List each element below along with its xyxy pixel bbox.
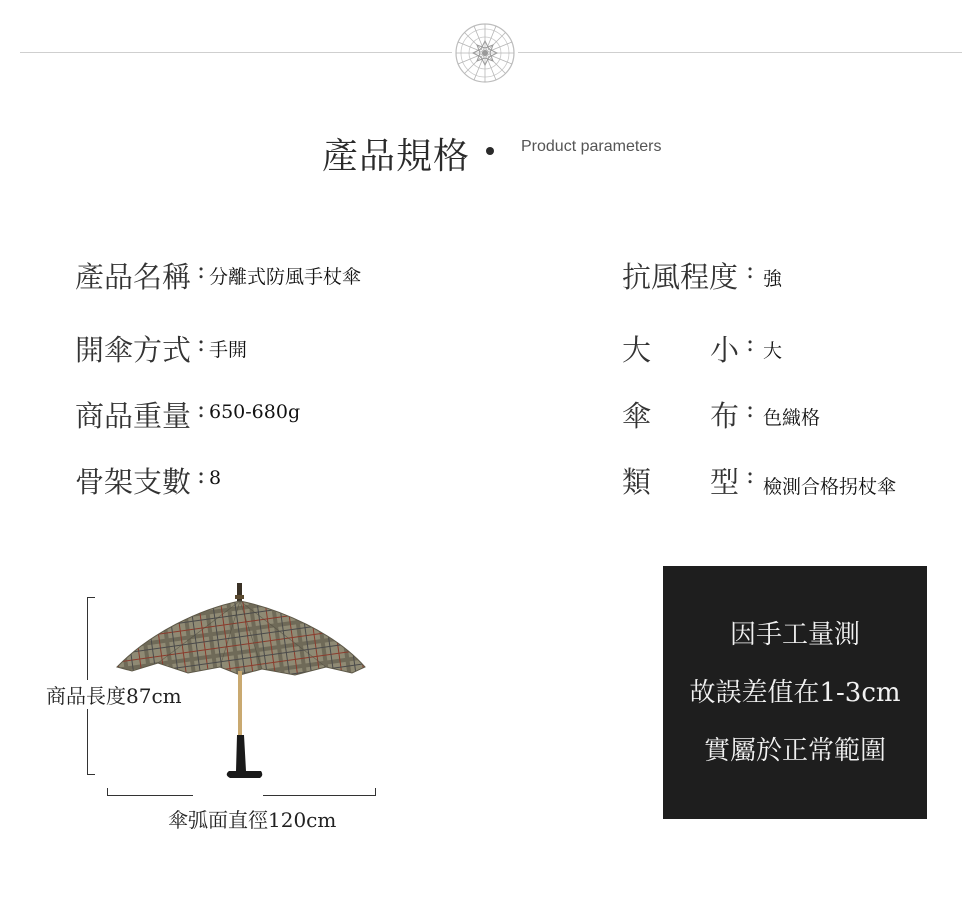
spec-colon: : (197, 461, 206, 489)
spec-label-opening: 開傘方式 (75, 333, 192, 367)
spec-label-fabric-a: 傘 (622, 399, 652, 433)
spec-value-ribs: 8 (209, 467, 222, 489)
spec-value-opening: 手開 (209, 339, 248, 361)
spec-colon: : (197, 395, 206, 423)
spec-label-type-b: 型 (710, 465, 740, 499)
diameter-dimension-tick (375, 788, 376, 796)
spec-value-product-name: 分離式防風手杖傘 (209, 266, 362, 288)
spec-colon: : (746, 395, 755, 423)
length-dimension-tick (87, 597, 95, 598)
spec-value-fabric: 色織格 (763, 407, 821, 429)
spec-label-wind-resistance: 抗風程度 (622, 260, 739, 294)
spec-label-size-b: 小 (710, 333, 740, 367)
diameter-dimension-line (263, 795, 376, 796)
spec-value-weight: 650-680g (209, 401, 301, 423)
spec-label-product-name: 產品名稱 (75, 260, 192, 294)
diameter-dimension-tick (107, 788, 108, 796)
title-chinese: 產品規格 (322, 136, 471, 177)
spec-label-type-a: 類 (622, 465, 652, 499)
length-dimension-tick (87, 774, 95, 775)
spec-label-size-a: 大 (622, 333, 652, 367)
title-bullet (486, 147, 494, 155)
length-label: 商品長度87cm (44, 680, 184, 709)
spec-colon: : (197, 256, 206, 284)
spec-value-type: 檢測合格拐杖傘 (763, 476, 897, 498)
spec-colon: : (746, 256, 755, 284)
section-title (0, 128, 980, 178)
spec-value-wind-resistance: 強 (763, 268, 783, 290)
spec-label-ribs: 骨架支數 (75, 465, 192, 499)
medallion-ornament-icon (453, 21, 517, 85)
note-line: 因手工量測 (729, 620, 860, 650)
diameter-dimension-line (107, 795, 193, 796)
spec-label-weight: 商品重量 (75, 399, 192, 433)
note-line: 故誤差值在1-3cm (689, 678, 901, 708)
note-line: 實屬於正常範圍 (703, 736, 886, 766)
spec-colon: : (746, 461, 755, 489)
title-english: Product parameters (521, 138, 662, 155)
header-rule-right (518, 52, 962, 53)
header-rule-left (20, 52, 452, 53)
spec-label-fabric-b: 布 (710, 399, 740, 433)
measurement-note-box (663, 566, 927, 819)
diameter-label: 傘弧面直徑120cm (168, 808, 337, 832)
spec-colon: : (746, 329, 755, 357)
spec-value-size: 大 (763, 340, 783, 362)
spec-colon: : (197, 329, 206, 357)
